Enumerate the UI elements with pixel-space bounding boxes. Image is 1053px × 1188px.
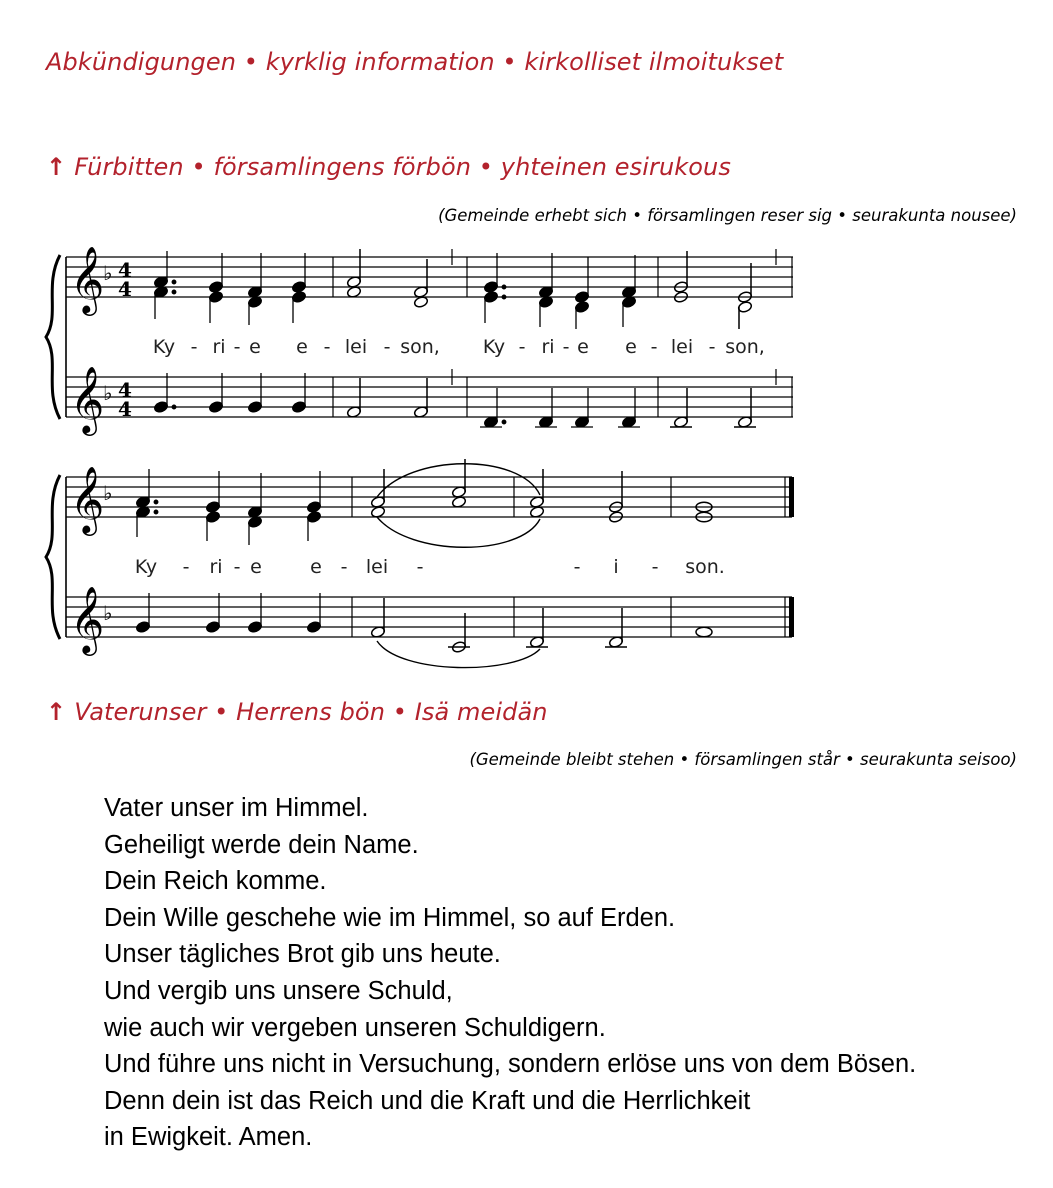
- lyric-syllable: ri: [541, 336, 555, 358]
- svg-text:𝄞: 𝄞: [70, 585, 105, 653]
- prayer-line: wie auch wir vergeben unseren Schuldigern.: [104, 1013, 606, 1042]
- lyric-hyphen: -: [323, 336, 331, 358]
- svg-text:𝄞: 𝄞: [70, 245, 105, 313]
- svg-text:4: 4: [118, 378, 132, 402]
- lyric-syllable: i: [613, 556, 619, 578]
- lyric-syllable: Ky: [482, 336, 506, 358]
- lyric-syllable: ri: [212, 336, 226, 358]
- lyric-hyphen: -: [383, 336, 391, 358]
- lyric-hyphen: -: [233, 336, 241, 358]
- lyric-syllable: e: [577, 336, 589, 358]
- svg-text:♭: ♭: [103, 261, 113, 285]
- lyric-hyphen: -: [182, 556, 190, 578]
- svg-text:4: 4: [118, 277, 132, 301]
- prayer-line: Vater unser im Himmel.: [104, 794, 369, 822]
- prayer-line: Denn dein ist das Reich und die Kraft und die Herrlichkeit: [104, 1086, 751, 1115]
- lyric-syllable: Ky: [134, 556, 158, 578]
- lyric-hyphen: -: [573, 556, 581, 578]
- prayer-line: Und führe uns nicht in Versuchung, sondern erlöse uns von dem Bösen.: [104, 1050, 917, 1079]
- prayer-line: Dein Wille geschehe wie im Himmel, so auf Erden.: [104, 903, 676, 932]
- lords-prayer-instruction: (Gemeinde bleibt stehen • församlingen står • seurakunta seisoo): [469, 750, 1017, 769]
- lyric-syllable: son,: [400, 336, 440, 358]
- arrow-up-icon: ↑: [46, 153, 67, 181]
- svg-text:4: 4: [118, 397, 132, 421]
- svg-text:4: 4: [118, 258, 132, 282]
- prayer-text: [104, 790, 916, 1156]
- lyric-hyphen: -: [416, 556, 424, 578]
- svg-text:♭: ♭: [103, 381, 113, 405]
- lyric-syllable: e: [250, 556, 262, 578]
- svg-text:♭: ♭: [103, 601, 113, 625]
- score-system-1: [0, 245, 1053, 440]
- prayer-line: Geheiligt werde dein Name.: [104, 830, 419, 859]
- svg-text:𝄞: 𝄞: [70, 465, 105, 533]
- lyric-hyphen: -: [650, 336, 658, 358]
- svg-text:♭: ♭: [103, 481, 113, 505]
- lyric-hyphen: -: [518, 336, 526, 358]
- prayer-line: Dein Reich komme.: [104, 867, 327, 896]
- lyric-hyphen: -: [190, 336, 198, 358]
- lyric-syllable: lei: [365, 556, 389, 578]
- lyric-syllable: son,: [725, 336, 765, 358]
- lords-prayer-title: Vaterunser • Herrens bön • Isä meidän: [74, 698, 548, 726]
- intercession-heading: [46, 153, 731, 181]
- score-system-2: [0, 465, 1053, 665]
- lyric-syllable: lei: [344, 336, 368, 358]
- prayer-line: Und vergib uns unsere Schuld,: [104, 976, 453, 1005]
- lyric-hyphen: -: [651, 556, 659, 578]
- lyric-syllable: e: [296, 336, 308, 358]
- prayer-line: in Ewigkeit. Amen.: [104, 1123, 313, 1152]
- lyric-hyphen: -: [562, 336, 570, 358]
- prayer-line: Unser tägliches Brot gib uns heute.: [104, 940, 501, 969]
- lords-prayer-heading: [46, 698, 548, 726]
- lyric-syllable: e: [310, 556, 322, 578]
- arrow-up-icon: ↑: [46, 698, 67, 726]
- lyric-syllable: Ky: [152, 336, 176, 358]
- lyric-syllable: son.: [685, 556, 725, 578]
- lyric-syllable: e: [249, 336, 261, 358]
- svg-text:𝄞: 𝄞: [70, 365, 105, 433]
- lyric-syllable: lei: [670, 336, 694, 358]
- announcements-heading: Abkündigungen • kyrklig information • kirkolliset ilmoitukset: [46, 48, 784, 76]
- lyric-syllable: ri: [209, 556, 223, 578]
- lyric-hyphen: -: [340, 556, 348, 578]
- lyric-syllable: e: [625, 336, 637, 358]
- lyric-hyphen: -: [708, 336, 716, 358]
- lyric-hyphen: -: [233, 556, 241, 578]
- intercession-instruction: (Gemeinde erhebt sich • församlingen reser sig • seurakunta nousee): [438, 206, 1017, 225]
- intercession-title: Fürbitten • församlingens förbön • yhteinen esirukous: [74, 153, 731, 181]
